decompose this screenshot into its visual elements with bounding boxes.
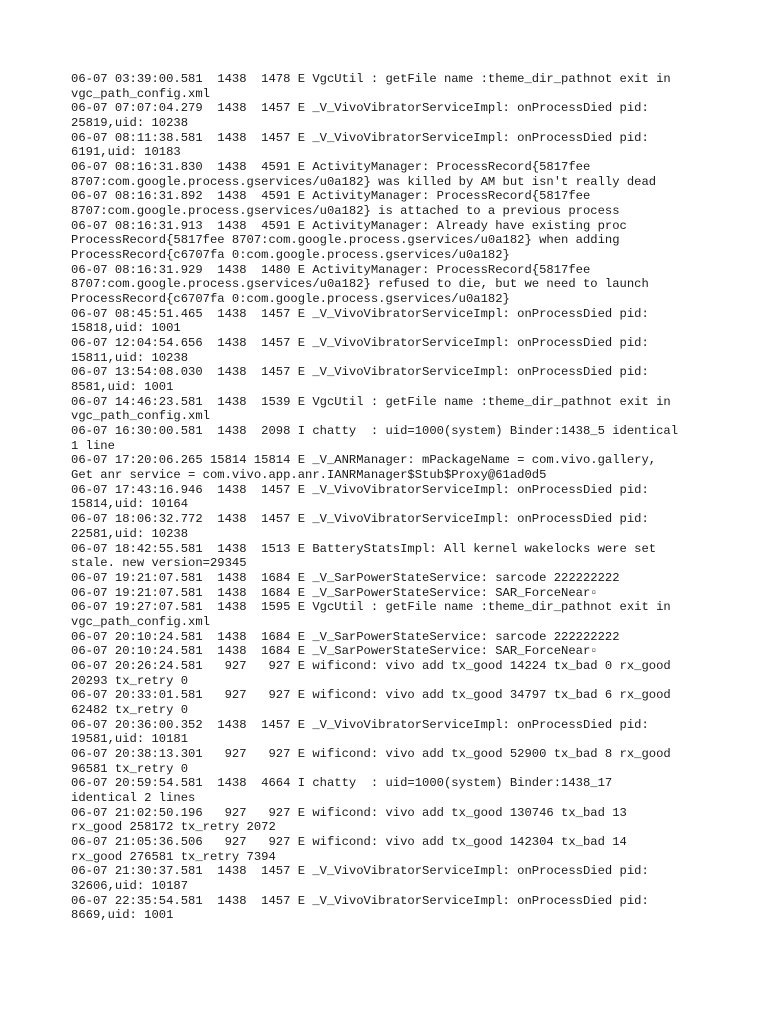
log-line: 06-07 21:05:36.506 927 927 E wificond: vivo add tx_good 142304 tx_bad 14 <box>71 834 627 849</box>
log-line: 15811,uid: 10238 <box>71 350 189 365</box>
log-line: 8707:com.google.process.gservices/u0a182} was killed by AM but isn't really dead <box>71 174 657 189</box>
log-line: 06-07 18:42:55.581 1438 1513 E BatteryStatsImpl: All kernel wakelocks were set <box>71 541 657 556</box>
log-line: 06-07 22:35:54.581 1438 1457 E _V_VivoVibratorServiceImpl: onProcessDied pid: <box>71 893 649 908</box>
log-line: 06-07 20:10:24.581 1438 1684 E _V_SarPowerStateService: SAR_ForceNear▫ <box>71 644 598 659</box>
log-line: 1 line <box>71 438 115 453</box>
log-line: 15814,uid: 10164 <box>71 497 189 512</box>
log-line: 8707:com.google.process.gservices/u0a182} refused to die, but we need to launch <box>71 277 649 292</box>
log-line: 06-07 08:45:51.465 1438 1457 E _V_VivoVibratorServiceImpl: onProcessDied pid: <box>71 306 649 321</box>
log-line: ProcessRecord{c6707fa 0:com.google.process.gservices/u0a182} <box>71 292 510 307</box>
log-line: 22581,uid: 10238 <box>71 526 189 541</box>
log-line: 06-07 16:30:00.581 1438 2098 I chatty : uid=1000(system) Binder:1438_5 identical <box>71 424 679 439</box>
log-line: 06-07 07:07:04.279 1438 1457 E _V_VivoVibratorServiceImpl: onProcessDied pid: <box>71 101 649 116</box>
log-line: 06-07 20:36:00.352 1438 1457 E _V_VivoVibratorServiceImpl: onProcessDied pid: <box>71 717 649 732</box>
log-line: 20293 tx_retry 0 <box>71 673 189 688</box>
log-line: 06-07 08:16:31.929 1438 1480 E ActivityManager: ProcessRecord{5817fee <box>71 262 591 277</box>
log-line: 06-07 21:30:37.581 1438 1457 E _V_VivoVibratorServiceImpl: onProcessDied pid: <box>71 864 649 879</box>
log-line: ProcessRecord{5817fee 8707:com.google.process.gservices/u0a182} when adding <box>71 233 620 248</box>
log-line: 8707:com.google.process.gservices/u0a182} is attached to a previous process <box>71 204 620 219</box>
log-line: stale. new version=29345 <box>71 556 247 571</box>
log-line: 06-07 12:04:54.656 1438 1457 E _V_VivoVibratorServiceImpl: onProcessDied pid: <box>71 336 649 351</box>
log-line: 62482 tx_retry 0 <box>71 702 189 717</box>
log-line: 06-07 03:39:00.581 1438 1478 E VgcUtil : getFile name :theme_dir_pathnot exit in <box>71 72 671 86</box>
log-line: 06-07 21:02:50.196 927 927 E wificond: vivo add tx_good 130746 tx_bad 13 <box>71 805 627 820</box>
log-line: 06-07 19:27:07.581 1438 1595 E VgcUtil : getFile name :theme_dir_pathnot exit in <box>71 600 671 615</box>
log-line: 8669,uid: 1001 <box>71 908 174 923</box>
log-line: 06-07 18:06:32.772 1438 1457 E _V_VivoVibratorServiceImpl: onProcessDied pid: <box>71 512 649 527</box>
log-line: 06-07 20:59:54.581 1438 4664 I chatty : uid=1000(system) Binder:1438_17 <box>71 776 613 791</box>
log-line: Get anr service = com.vivo.app.anr.IANRManager$Stub$Proxy@61ad0d5 <box>71 468 547 483</box>
log-line: 32606,uid: 10187 <box>71 878 189 893</box>
log-line: vgc_path_config.xml <box>71 614 210 629</box>
log-line: ProcessRecord{c6707fa 0:com.google.process.gservices/u0a182} <box>71 248 510 263</box>
log-line: 6191,uid: 10183 <box>71 145 181 160</box>
log-line: 19581,uid: 10181 <box>71 732 189 747</box>
log-line: 06-07 08:11:38.581 1438 1457 E _V_VivoVibratorServiceImpl: onProcessDied pid: <box>71 130 649 145</box>
log-line: 06-07 19:21:07.581 1438 1684 E _V_SarPowerStateService: SAR_ForceNear▫ <box>71 585 598 600</box>
log-line: rx_good 258172 tx_retry 2072 <box>71 820 276 835</box>
log-line: 06-07 17:20:06.265 15814 15814 E _V_ANRManager: mPackageName = com.vivo.gallery, <box>71 453 657 468</box>
log-line: 06-07 19:21:07.581 1438 1684 E _V_SarPowerStateService: sarcode 222222222 <box>71 570 620 585</box>
log-line: identical 2 lines <box>71 790 196 805</box>
log-line: 06-07 20:10:24.581 1438 1684 E _V_SarPowerStateService: sarcode 222222222 <box>71 629 620 644</box>
log-body <box>71 72 708 923</box>
log-line: 06-07 08:16:31.913 1438 4591 E ActivityManager: Already have existing proc <box>71 218 627 233</box>
log-line: vgc_path_config.xml <box>71 409 210 424</box>
log-line: 06-07 14:46:23.581 1438 1539 E VgcUtil : getFile name :theme_dir_pathnot exit in <box>71 394 671 409</box>
log-line: 06-07 17:43:16.946 1438 1457 E _V_VivoVibratorServiceImpl: onProcessDied pid: <box>71 482 649 497</box>
log-line: 8581,uid: 1001 <box>71 380 174 395</box>
log-line: 06-07 20:26:24.581 927 927 E wificond: vivo add tx_good 14224 tx_bad 0 rx_good <box>71 658 671 673</box>
log-line: 06-07 20:33:01.581 927 927 E wificond: vivo add tx_good 34797 tx_bad 6 rx_good <box>71 688 671 703</box>
log-line: 06-07 20:38:13.301 927 927 E wificond: vivo add tx_good 52900 tx_bad 8 rx_good <box>71 746 671 761</box>
log-line: 06-07 08:16:31.830 1438 4591 E ActivityManager: ProcessRecord{5817fee <box>71 160 591 175</box>
log-line: 96581 tx_retry 0 <box>71 761 189 776</box>
log-line: 06-07 13:54:08.030 1438 1457 E _V_VivoVibratorServiceImpl: onProcessDied pid: <box>71 365 649 380</box>
log-line: 25819,uid: 10238 <box>71 116 189 131</box>
log-line: 15818,uid: 1001 <box>71 321 181 336</box>
log-line: vgc_path_config.xml <box>71 86 210 101</box>
log-line: rx_good 276581 tx_retry 7394 <box>71 849 276 864</box>
log-line: 06-07 08:16:31.892 1438 4591 E ActivityManager: ProcessRecord{5817fee <box>71 189 591 204</box>
